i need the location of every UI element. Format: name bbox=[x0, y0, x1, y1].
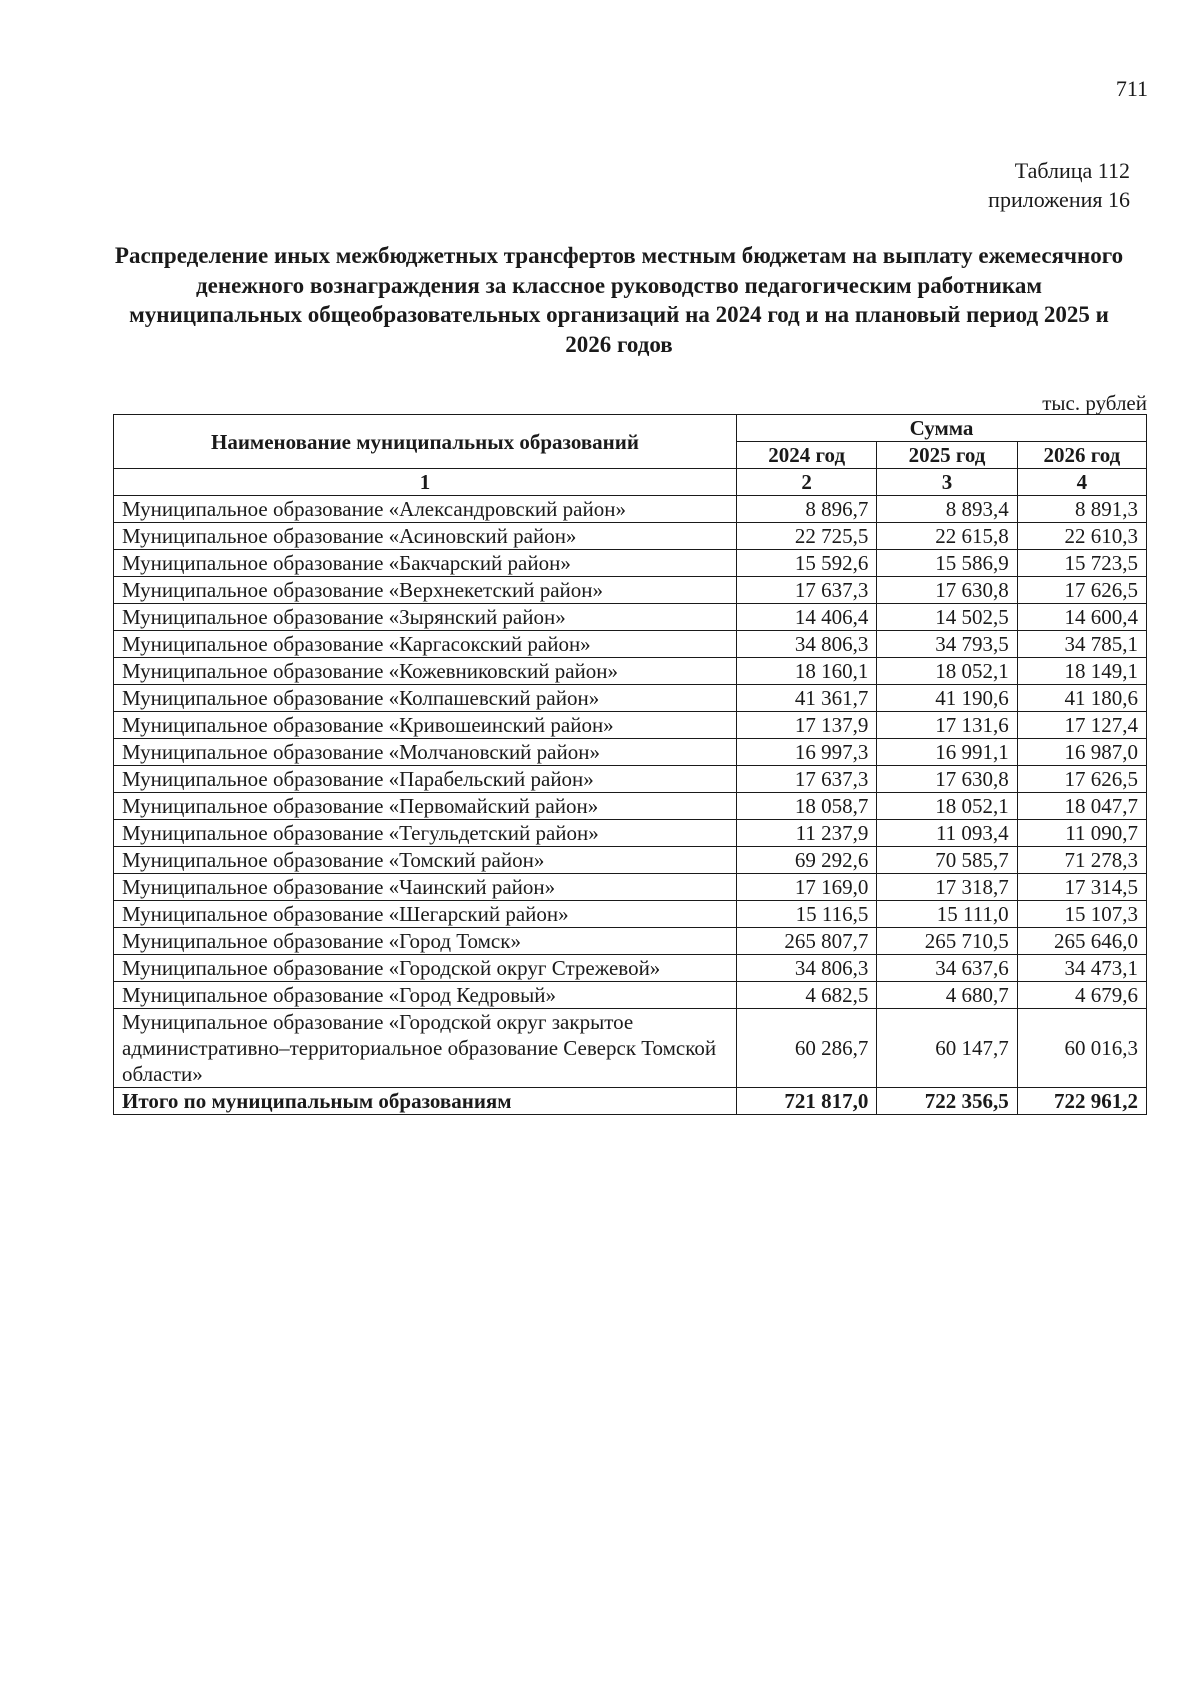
amount-2026: 18 149,1 bbox=[1017, 658, 1146, 685]
municipality-name: Муниципальное образование «Верхнекетский район» bbox=[114, 577, 737, 604]
municipality-name: Муниципальное образование «Первомайский район» bbox=[114, 793, 737, 820]
amount-2025: 34 793,5 bbox=[877, 631, 1017, 658]
units-label: тыс. рублей bbox=[1042, 391, 1147, 415]
total-2025: 722 356,5 bbox=[877, 1088, 1017, 1115]
table-row bbox=[114, 766, 1147, 793]
document-title: Распределение иных межбюджетных трансфертов местным бюджетам на выплату ежемесячного денежного вознаграждения за классное руководство педагогическим работникам муниципальных общеобразовательных организаций на 2024 год и на плановый период 2025 и 2026 годов bbox=[114, 243, 1124, 357]
amount-2024: 15 116,5 bbox=[737, 901, 877, 928]
municipality-name: Муниципальное образование «Александровский район» bbox=[114, 496, 737, 523]
table-row bbox=[114, 577, 1147, 604]
amount-2025: 41 190,6 bbox=[877, 685, 1017, 712]
amount-2025: 60 147,7 bbox=[877, 1009, 1017, 1088]
amount-2025: 8 893,4 bbox=[877, 496, 1017, 523]
amount-2024: 17 137,9 bbox=[737, 712, 877, 739]
amount-2024: 15 592,6 bbox=[737, 550, 877, 577]
table-row bbox=[114, 739, 1147, 766]
amount-2026: 17 626,5 bbox=[1017, 577, 1146, 604]
table-row bbox=[114, 982, 1147, 1009]
amount-2026: 15 723,5 bbox=[1017, 550, 1146, 577]
amount-2026: 34 785,1 bbox=[1017, 631, 1146, 658]
municipality-name: Муниципальное образование «Городской округ Стрежевой» bbox=[114, 955, 737, 982]
municipality-name: Муниципальное образование «Кожевниковский район» bbox=[114, 658, 737, 685]
municipality-name: Муниципальное образование «Шегарский район» bbox=[114, 901, 737, 928]
table-row bbox=[114, 1009, 1147, 1088]
amount-2026: 41 180,6 bbox=[1017, 685, 1146, 712]
amount-2025: 14 502,5 bbox=[877, 604, 1017, 631]
municipality-name: Муниципальное образование «Тегульдетский район» bbox=[114, 820, 737, 847]
municipality-name: Муниципальное образование «Молчановский район» bbox=[114, 739, 737, 766]
amount-2026: 18 047,7 bbox=[1017, 793, 1146, 820]
amount-2024: 34 806,3 bbox=[737, 955, 877, 982]
amount-2024: 11 237,9 bbox=[737, 820, 877, 847]
appendix-number: приложения 16 bbox=[988, 187, 1130, 212]
amount-2026: 17 626,5 bbox=[1017, 766, 1146, 793]
amount-2024: 4 682,5 bbox=[737, 982, 877, 1009]
amount-2025: 22 615,8 bbox=[877, 523, 1017, 550]
amount-2025: 17 630,8 bbox=[877, 577, 1017, 604]
year-2026-header: 2026 год bbox=[1017, 442, 1146, 469]
table-reference bbox=[988, 156, 1130, 214]
sum-column-header: Сумма bbox=[737, 415, 1147, 442]
table-row bbox=[114, 874, 1147, 901]
amount-2026: 4 679,6 bbox=[1017, 982, 1146, 1009]
municipality-name: Муниципальное образование «Зырянский район» bbox=[114, 604, 737, 631]
amount-2024: 34 806,3 bbox=[737, 631, 877, 658]
amount-2026: 16 987,0 bbox=[1017, 739, 1146, 766]
column-index: 1 bbox=[114, 469, 737, 496]
amount-2026: 14 600,4 bbox=[1017, 604, 1146, 631]
amount-2025: 17 630,8 bbox=[877, 766, 1017, 793]
amount-2026: 71 278,3 bbox=[1017, 847, 1146, 874]
year-2025-header: 2025 год bbox=[877, 442, 1017, 469]
amount-2024: 8 896,7 bbox=[737, 496, 877, 523]
municipality-name: Муниципальное образование «Асиновский район» bbox=[114, 523, 737, 550]
amount-2024: 69 292,6 bbox=[737, 847, 877, 874]
amount-2024: 17 169,0 bbox=[737, 874, 877, 901]
amount-2026: 15 107,3 bbox=[1017, 901, 1146, 928]
municipality-name: Муниципальное образование «Парабельский район» bbox=[114, 766, 737, 793]
table-row bbox=[114, 604, 1147, 631]
municipality-name: Муниципальное образование «Городской округ закрытое административно–территориальное образование Северск Томской области» bbox=[114, 1009, 737, 1088]
amount-2025: 18 052,1 bbox=[877, 658, 1017, 685]
column-index: 3 bbox=[877, 469, 1017, 496]
table-row bbox=[114, 685, 1147, 712]
table-row bbox=[114, 712, 1147, 739]
table-row bbox=[114, 955, 1147, 982]
amount-2025: 70 585,7 bbox=[877, 847, 1017, 874]
amount-2025: 34 637,6 bbox=[877, 955, 1017, 982]
municipality-name: Муниципальное образование «Чаинский район» bbox=[114, 874, 737, 901]
table-row bbox=[114, 631, 1147, 658]
table-row bbox=[114, 901, 1147, 928]
amount-2024: 41 361,7 bbox=[737, 685, 877, 712]
amount-2025: 18 052,1 bbox=[877, 793, 1017, 820]
amount-2025: 11 093,4 bbox=[877, 820, 1017, 847]
table-row bbox=[114, 658, 1147, 685]
municipality-name: Муниципальное образование «Каргасокский район» bbox=[114, 631, 737, 658]
amount-2025: 16 991,1 bbox=[877, 739, 1017, 766]
municipality-name: Муниципальное образование «Город Томск» bbox=[114, 928, 737, 955]
amount-2026: 60 016,3 bbox=[1017, 1009, 1146, 1088]
amount-2025: 17 318,7 bbox=[877, 874, 1017, 901]
municipality-name: Муниципальное образование «Бакчарский район» bbox=[114, 550, 737, 577]
table-row bbox=[114, 496, 1147, 523]
amount-2024: 17 637,3 bbox=[737, 577, 877, 604]
table-row bbox=[114, 523, 1147, 550]
amount-2024: 22 725,5 bbox=[737, 523, 877, 550]
total-2024: 721 817,0 bbox=[737, 1088, 877, 1115]
amount-2025: 15 586,9 bbox=[877, 550, 1017, 577]
column-index-row bbox=[114, 469, 1147, 496]
municipality-name: Муниципальное образование «Колпашевский район» bbox=[114, 685, 737, 712]
municipality-name: Муниципальное образование «Томский район» bbox=[114, 847, 737, 874]
municipality-name: Муниципальное образование «Город Кедровый» bbox=[114, 982, 737, 1009]
municipality-column-header: Наименование муниципальных образований bbox=[114, 415, 737, 469]
amount-2026: 22 610,3 bbox=[1017, 523, 1146, 550]
total-row bbox=[114, 1088, 1147, 1115]
amount-2026: 17 314,5 bbox=[1017, 874, 1146, 901]
table-row bbox=[114, 550, 1147, 577]
municipality-name: Муниципальное образование «Кривошеинский район» bbox=[114, 712, 737, 739]
page-number: 711 bbox=[1115, 76, 1148, 101]
table-row bbox=[114, 793, 1147, 820]
table-row bbox=[114, 928, 1147, 955]
amount-2024: 18 160,1 bbox=[737, 658, 877, 685]
amount-2024: 17 637,3 bbox=[737, 766, 877, 793]
amount-2025: 4 680,7 bbox=[877, 982, 1017, 1009]
column-index: 2 bbox=[737, 469, 877, 496]
year-2024-header: 2024 год bbox=[737, 442, 877, 469]
amount-2024: 18 058,7 bbox=[737, 793, 877, 820]
table-number: Таблица 112 bbox=[1014, 158, 1130, 183]
amount-2026: 17 127,4 bbox=[1017, 712, 1146, 739]
transfers-table bbox=[113, 414, 1147, 1115]
table-row bbox=[114, 820, 1147, 847]
table-body bbox=[114, 496, 1147, 1088]
amount-2025: 15 111,0 bbox=[877, 901, 1017, 928]
table-row bbox=[114, 847, 1147, 874]
amount-2024: 265 807,7 bbox=[737, 928, 877, 955]
amount-2024: 16 997,3 bbox=[737, 739, 877, 766]
amount-2024: 14 406,4 bbox=[737, 604, 877, 631]
total-2026: 722 961,2 bbox=[1017, 1088, 1146, 1115]
amount-2026: 34 473,1 bbox=[1017, 955, 1146, 982]
amount-2025: 265 710,5 bbox=[877, 928, 1017, 955]
amount-2024: 60 286,7 bbox=[737, 1009, 877, 1088]
amount-2026: 265 646,0 bbox=[1017, 928, 1146, 955]
amount-2025: 17 131,6 bbox=[877, 712, 1017, 739]
header-row bbox=[114, 415, 1147, 442]
amount-2026: 11 090,7 bbox=[1017, 820, 1146, 847]
column-index: 4 bbox=[1017, 469, 1146, 496]
total-label: Итого по муниципальным образованиям bbox=[114, 1088, 737, 1115]
amount-2026: 8 891,3 bbox=[1017, 496, 1146, 523]
